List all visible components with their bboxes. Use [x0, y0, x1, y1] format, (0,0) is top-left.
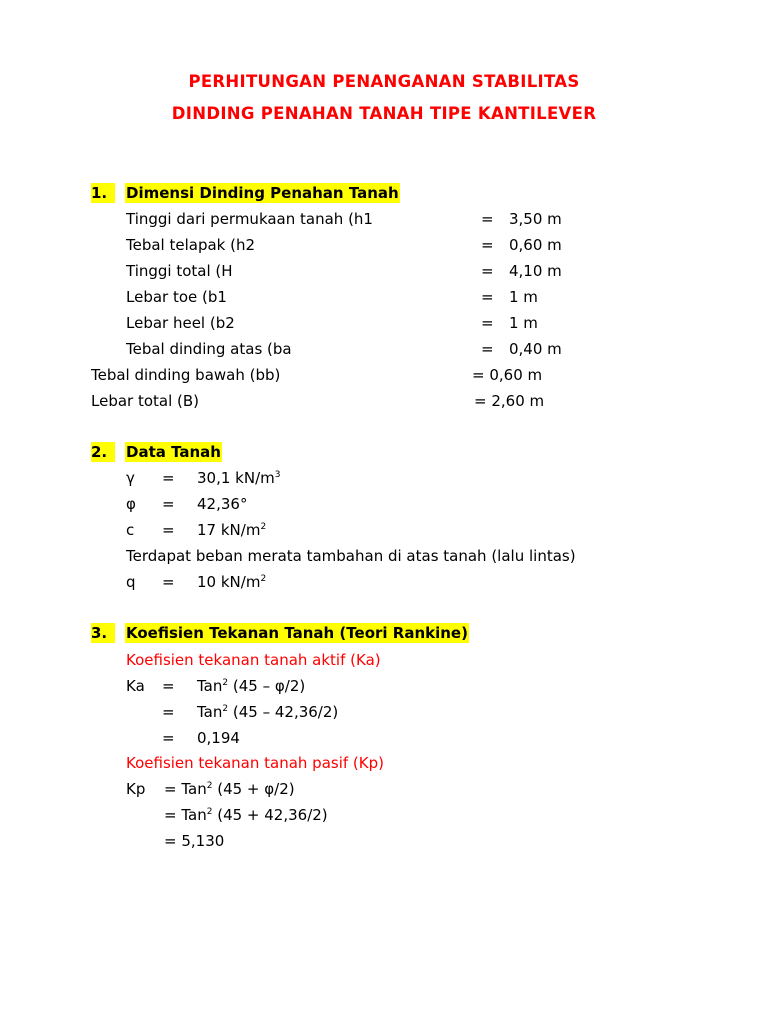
- row-label-h1: Tinggi dari permukaan tanah (h1: [126, 210, 373, 228]
- ka-eq-2: =: [162, 703, 175, 721]
- ka-substitution-fn: Tan: [197, 703, 223, 721]
- gamma-value-wrap: [197, 468, 280, 488]
- kp-substitution-exp: 2: [206, 807, 213, 817]
- row-eq-b1: =: [481, 288, 494, 306]
- row-value-b2: 1 m: [509, 314, 538, 332]
- row-label-bb: Tebal dinding bawah (bb): [91, 366, 281, 384]
- section-1-heading: Dimensi Dinding Penahan Tanah: [126, 184, 399, 202]
- row-value-H: 4,10 m: [509, 262, 562, 280]
- kp-substitution-arg: (45 + 42,36/2): [212, 806, 328, 824]
- q-unit-exponent: 2: [260, 574, 267, 584]
- q-value-wrap: [197, 572, 266, 592]
- kp-result: = 5,130: [164, 832, 225, 850]
- ka-substitution: [197, 702, 338, 722]
- kp-formula: [164, 779, 295, 799]
- c-value: 17 kN/m: [197, 521, 261, 539]
- section-2-number: 2.: [91, 442, 115, 462]
- section-2-heading: Data Tanah: [126, 443, 221, 461]
- row-eq-ba: =: [481, 340, 494, 358]
- c-symbol: c: [126, 521, 135, 539]
- kp-formula-fn: = Tan: [164, 780, 207, 798]
- ka-formula-arg: (45 – φ/2): [228, 677, 306, 695]
- row-value-bb: = 0,60 m: [472, 366, 543, 384]
- ka-formula-exp: 2: [222, 678, 229, 688]
- row-label-h2: Tebal telapak (h2: [126, 236, 256, 254]
- row-value-h2: 0,60 m: [509, 236, 562, 254]
- section-1-number: 1.: [91, 183, 115, 203]
- surcharge-note: Terdapat beban merata tambahan di atas tanah (lalu lintas): [126, 547, 576, 565]
- c-eq: =: [162, 521, 175, 539]
- row-value-h1: 3,50 m: [509, 210, 562, 228]
- kp-substitution: [164, 805, 328, 825]
- row-value-B: = 2,60 m: [474, 392, 545, 410]
- row-label-B: Lebar total (B): [91, 392, 200, 410]
- gamma-eq: =: [162, 469, 175, 487]
- ka-formula-fn: Tan: [197, 677, 223, 695]
- page-title-line2: DINDING PENAHAN TANAH TIPE KANTILEVER: [171, 104, 597, 123]
- section-3-heading: Koefisien Tekanan Tanah (Teori Rankine): [126, 624, 468, 642]
- row-eq-h2: =: [481, 236, 494, 254]
- page-title-line1: PERHITUNGAN PENANGANAN STABILITAS: [188, 72, 580, 91]
- q-symbol: q: [126, 573, 136, 591]
- row-eq-b2: =: [481, 314, 494, 332]
- ka-formula: [197, 676, 305, 696]
- c-unit-exponent: 2: [260, 522, 267, 532]
- kp-formula-exp: 2: [206, 781, 213, 791]
- phi-symbol: φ: [126, 495, 136, 513]
- row-label-b1: Lebar toe (b1: [126, 288, 227, 306]
- ka-eq-1: =: [162, 677, 175, 695]
- ka-result: 0,194: [197, 729, 240, 747]
- ka-eq-3: =: [162, 729, 175, 747]
- kp-substitution-fn: = Tan: [164, 806, 207, 824]
- row-eq-H: =: [481, 262, 494, 280]
- gamma-symbol: γ: [126, 469, 135, 487]
- kp-subtitle: Koefisien tekanan tanah pasif (Kp): [126, 754, 384, 772]
- phi-eq: =: [162, 495, 175, 513]
- row-label-ba: Tebal dinding atas (ba: [126, 340, 292, 358]
- q-value: 10 kN/m: [197, 573, 261, 591]
- row-eq-h1: =: [481, 210, 494, 228]
- kp-symbol: Kp: [126, 780, 146, 798]
- ka-symbol: Ka: [126, 677, 145, 695]
- q-eq: =: [162, 573, 175, 591]
- gamma-unit-exponent: 3: [274, 470, 281, 480]
- row-value-ba: 0,40 m: [509, 340, 562, 358]
- ka-substitution-exp: 2: [222, 704, 229, 714]
- section-3-number: 3.: [91, 623, 115, 643]
- row-value-b1: 1 m: [509, 288, 538, 306]
- row-label-H: Tinggi total (H: [126, 262, 233, 280]
- ka-subtitle: Koefisien tekanan tanah aktif (Ka): [126, 651, 381, 669]
- phi-value: 42,36°: [197, 495, 248, 513]
- kp-formula-arg: (45 + φ/2): [212, 780, 295, 798]
- row-label-b2: Lebar heel (b2: [126, 314, 235, 332]
- gamma-value: 30,1 kN/m: [197, 469, 275, 487]
- ka-substitution-arg: (45 – 42,36/2): [228, 703, 339, 721]
- c-value-wrap: [197, 520, 266, 540]
